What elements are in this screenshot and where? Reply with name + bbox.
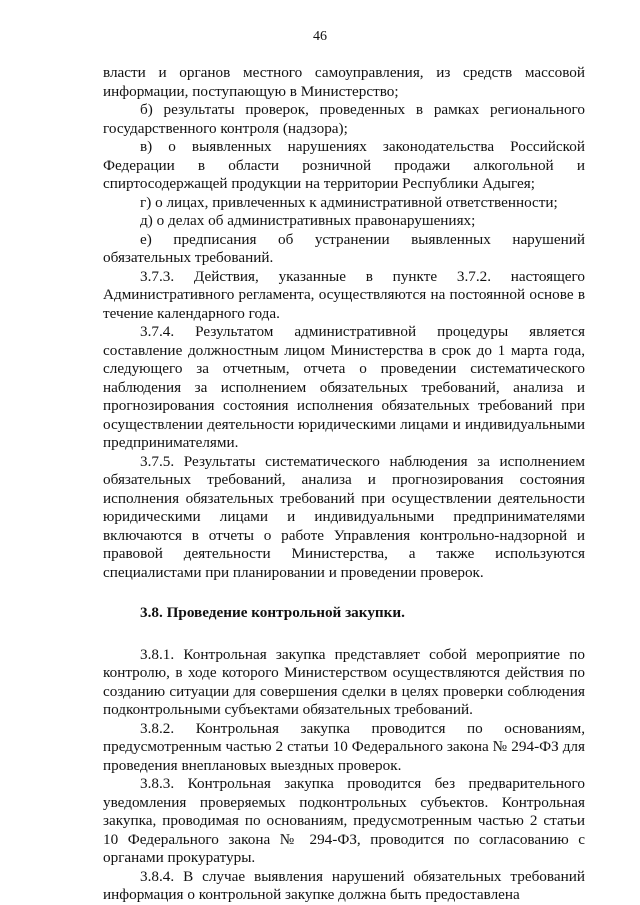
paragraph: д) о делах об административных правонарушениях; <box>140 212 476 229</box>
paragraph: 3.7.4. Результатом административной процедуры является составление должностным лицом Министерства в срок до 1 марта года, следующего за отчетным, отчета о проведении систематического наблюдения за исполнением обязательных требований, анализа и прогнозирования состояния исполнения обязательных требований при осуществлении деятельности юридическими лицами и индивидуальными предпринимателями. <box>103 323 585 451</box>
paragraph: в) о выявленных нарушениях законодательства Российской Федерации в области розничной продажи алкогольной и спиртосодержащей продукции на территории Республики Адыгея; <box>103 138 585 192</box>
paragraph: б) результаты проверок, проведенных в рамках регионального государственного контроля (надзора); <box>103 101 585 137</box>
paragraph: г) о лицах, привлеченных к административной ответственности; <box>140 193 558 211</box>
paragraph: 3.8.1. Контрольная закупка представляет собой мероприятие по контролю, в ходе которого Министерством осуществляются действия по созданию ситуации для совершения сделки в целях проверки соблюдения подконтрольными субъектами обязательных требований. <box>103 645 585 718</box>
paragraph: 3.8.3. Контрольная закупка проводится без предварительного уведомления проверяемых подконтрольных субъектов. Контрольная закупка, проводимая по основаниям, предусмотренным частью 2 статьи 10 Федерального закона № 294-ФЗ, проводится по согласованию с органами прокуратуры. <box>103 775 585 866</box>
paragraph: 3.8.2. Контрольная закупка проводится по основаниям, предусмотренным частью 2 статьи 10 Федерального закона № 294-ФЗ для проведения внеплановых выездных проверок. <box>103 719 585 774</box>
paragraph: власти и органов местного самоуправления, из средств массовой информации, поступающую в Министерство; <box>103 64 585 100</box>
paragraph: 3.7.5. Результаты систематического наблюдения за исполнением обязательных требований, анализа и прогнозирования состояния исполнения обязательных требований при осуществлении деятельности юридическими лицами и индивидуальными предпринимателями включаются в отчеты о работе Управления контрольно-надзорной и правовой деятельности Министерства, а также используются специалистами при планировании и проведении проверок. <box>103 452 585 581</box>
paragraph: 3.8.4. В случае выявления нарушений обязательных требований информация о контрольной закупке должна быть предоставлена <box>103 867 585 903</box>
page-number: 46 <box>313 29 327 44</box>
document-body <box>103 64 585 905</box>
section-heading: 3.8. Проведение контрольной закупки. <box>140 604 405 621</box>
paragraph: е) предписания об устранении выявленных нарушений обязательных требований. <box>103 230 585 266</box>
paragraph: 3.7.3. Действия, указанные в пункте 3.7.2. настоящего Административного регламента, осуществляются на постоянной основе в течение календарного года. <box>103 267 585 322</box>
